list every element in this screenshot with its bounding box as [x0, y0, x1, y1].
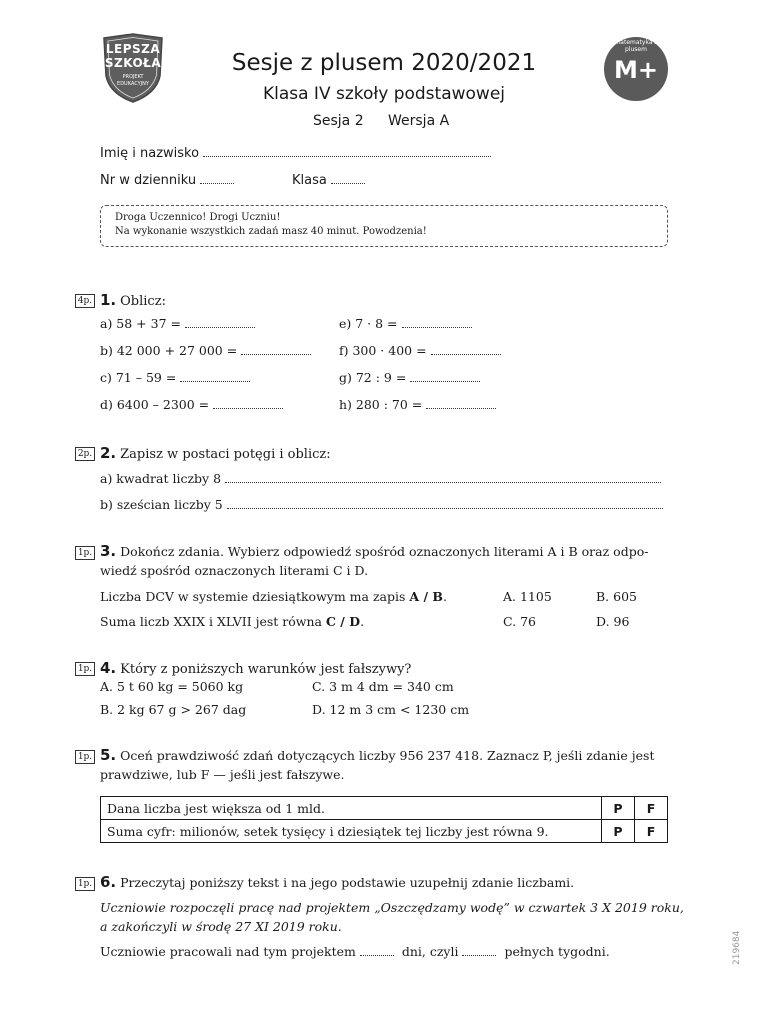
q1-item-h-text: h) 280 : 70 =	[339, 397, 423, 412]
instructions-line-2: Na wykonanie wszystkich zadań masz 40 minut. Powodzenia!	[115, 226, 427, 237]
q5-number: 5.	[100, 746, 117, 764]
q2-heading	[100, 444, 331, 462]
q1-item-b-text: b) 42 000 + 27 000 =	[100, 343, 238, 358]
q2-number: 2.	[100, 444, 117, 462]
q6-prompt: Przeczytaj poniższy tekst i na jego podstawie uzupełnij zdanie liczbami.	[120, 875, 575, 890]
class-field[interactable]	[292, 173, 365, 188]
number-blank[interactable]	[200, 173, 234, 184]
table-row	[101, 820, 668, 843]
name-blank[interactable]	[203, 146, 491, 157]
q1-prompt: Oblicz:	[120, 294, 166, 309]
version-label: Wersja A	[388, 113, 450, 129]
class-label: Klasa	[292, 173, 327, 188]
class-blank[interactable]	[331, 173, 365, 184]
q1-answer-b[interactable]	[241, 344, 311, 355]
instructions-line-1: Droga Uczennico! Drogi Uczniu!	[115, 212, 281, 223]
q4-option-b[interactable]: B. 2 kg 67 g > 267 dag	[100, 702, 247, 717]
q2-points: 2p.	[75, 447, 95, 461]
logo-word-3: PROJEKT	[122, 74, 144, 80]
q4-option-d[interactable]: D. 12 m 3 cm < 1230 cm	[312, 702, 470, 717]
page-title: Sesje z plusem 2020/2021	[231, 50, 537, 76]
q1-item-c	[100, 370, 250, 385]
q6-heading	[100, 873, 574, 891]
page-subtitle: Klasa IV szkoły podstawowej	[262, 84, 506, 104]
q1-item-a-text: a) 58 + 37 =	[100, 316, 181, 331]
q1-item-d	[100, 397, 283, 412]
q3-sentence-2: Suma liczb XXIX i XLVII jest równa C / D.	[100, 614, 365, 629]
q3-points: 1p.	[75, 546, 95, 560]
q3-sentence-2-text: Suma liczb XXIX i XLVII jest równa	[100, 614, 323, 629]
q6-number: 6.	[100, 873, 117, 891]
logo-word-4: EDUKACYJNY	[117, 81, 149, 87]
q4-option-a[interactable]: A. 5 t 60 kg = 5060 kg	[100, 679, 244, 694]
q3-option-d[interactable]: D. 96	[596, 614, 630, 629]
q1-item-f-text: f) 300 · 400 =	[339, 343, 427, 358]
q6-fill-sentence	[100, 944, 610, 959]
q2-item-a	[100, 471, 661, 486]
q1-answer-f[interactable]	[431, 344, 501, 355]
q5-row-1-true[interactable]: P	[602, 797, 635, 820]
q1-item-b	[100, 343, 311, 358]
q4-heading	[100, 659, 411, 677]
q6-fill-b: dni, czyli	[401, 944, 459, 959]
q1-item-f	[339, 343, 501, 358]
q5-points: 1p.	[75, 750, 95, 764]
q4-number: 4.	[100, 659, 117, 677]
number-field[interactable]	[100, 173, 234, 188]
q3-heading	[100, 542, 648, 560]
q1-item-d-text: d) 6400 – 2300 =	[100, 397, 210, 412]
q3-choice-ab[interactable]: A / B	[409, 589, 443, 604]
q5-row-1-false[interactable]: F	[635, 797, 668, 820]
q3-choice-cd[interactable]: C / D	[326, 614, 361, 629]
q5-row-2-false[interactable]: F	[635, 820, 668, 843]
logo-mark: M+	[614, 56, 658, 84]
q6-weeks-blank[interactable]	[462, 945, 496, 956]
q1-heading	[100, 291, 166, 309]
q2-item-b	[100, 497, 663, 512]
logo-word-1: LEPSZA	[105, 42, 161, 56]
q6-fill-a: Uczniowie pracowali nad tym projektem	[100, 944, 356, 959]
q1-answer-a[interactable]	[185, 317, 255, 328]
q2-item-b-text: b) sześcian liczby 5	[100, 497, 223, 512]
q3-option-c[interactable]: C. 76	[503, 614, 536, 629]
q5-prompt-1: Oceń prawdziwość zdań dotyczących liczby 956 237 418. Zaznacz P, jeśli zdanie jest	[120, 748, 655, 763]
q1-item-a	[100, 316, 255, 331]
q1-answer-d[interactable]	[213, 398, 283, 409]
q4-prompt: Który z poniższych warunków jest fałszywy?	[120, 662, 412, 677]
side-code: 219684	[732, 930, 742, 965]
q3-sentence-1: Liczba DCV w systemie dziesiątkowym ma zapis A / B.	[100, 589, 447, 604]
number-label: Nr w dzienniku	[100, 173, 197, 188]
q1-number: 1.	[100, 291, 117, 309]
q2-answer-b[interactable]	[227, 498, 663, 509]
table-row	[101, 797, 668, 820]
matematyka-z-plusem-logo	[603, 36, 669, 102]
q6-fill-c: pełnych tygodni.	[504, 944, 610, 959]
name-label: Imię i nazwisko	[100, 146, 200, 161]
q5-row-2-true[interactable]: P	[602, 820, 635, 843]
instructions-box	[100, 205, 668, 247]
name-field[interactable]	[100, 146, 491, 161]
q1-answer-h[interactable]	[426, 398, 496, 409]
session-label: Sesja 2	[313, 113, 364, 129]
q1-item-c-text: c) 71 – 59 =	[100, 370, 177, 385]
q1-item-e-text: e) 7 · 8 =	[339, 316, 398, 331]
q3-option-a[interactable]: A. 1105	[503, 589, 552, 604]
q1-item-e	[339, 316, 472, 331]
q5-true-false-table	[100, 796, 668, 843]
q6-days-blank[interactable]	[360, 945, 394, 956]
q4-option-c[interactable]: C. 3 m 4 dm = 340 cm	[312, 679, 454, 694]
q3-prompt-2: wiedź spośród oznaczonych literami C i D.	[100, 563, 369, 578]
q1-answer-e[interactable]	[402, 317, 472, 328]
q1-answer-g[interactable]	[410, 371, 480, 382]
q3-number: 3.	[100, 542, 117, 560]
q5-prompt-2: prawdziwe, lub F — jeśli jest fałszywe.	[100, 767, 345, 782]
q1-answer-c[interactable]	[180, 371, 250, 382]
q5-heading	[100, 746, 654, 764]
logo-word-2: SZKOŁA	[104, 56, 162, 70]
q3-sentence-1-text: Liczba DCV w systemie dziesiątkowym ma zapis	[100, 589, 406, 604]
q1-points: 4p.	[75, 294, 95, 308]
q3-prompt-1: Dokończ zdania. Wybierz odpowiedź spośród oznaczonych literami A i B oraz odpo-	[120, 544, 649, 559]
q1-item-h	[339, 397, 496, 412]
logo-caption: matematyka z plusem	[614, 39, 658, 53]
q5-row-1-text: Dana liczba jest większa od 1 mld.	[101, 797, 602, 820]
q5-row-2-text: Suma cyfr: milionów, setek tysięcy i dziesiątek tej liczby jest równa 9.	[101, 820, 602, 843]
q2-item-a-text: a) kwadrat liczby 8	[100, 471, 222, 486]
q1-item-g-text: g) 72 : 9 =	[339, 370, 407, 385]
q6-points: 1p.	[75, 877, 95, 891]
q2-answer-a[interactable]	[225, 472, 661, 483]
q4-points: 1p.	[75, 662, 95, 676]
q6-story-line-1: Uczniowie rozpoczęli pracę nad projektem „Oszczędzamy wodę” w czwartek 3 X 2019 roku,	[100, 900, 684, 915]
q2-prompt: Zapisz w postaci potęgi i oblicz:	[120, 447, 331, 462]
q3-option-b[interactable]: B. 605	[596, 589, 637, 604]
q1-item-g	[339, 370, 480, 385]
q6-story-line-2: a zakończyli w środę 27 XI 2019 roku.	[100, 919, 342, 934]
